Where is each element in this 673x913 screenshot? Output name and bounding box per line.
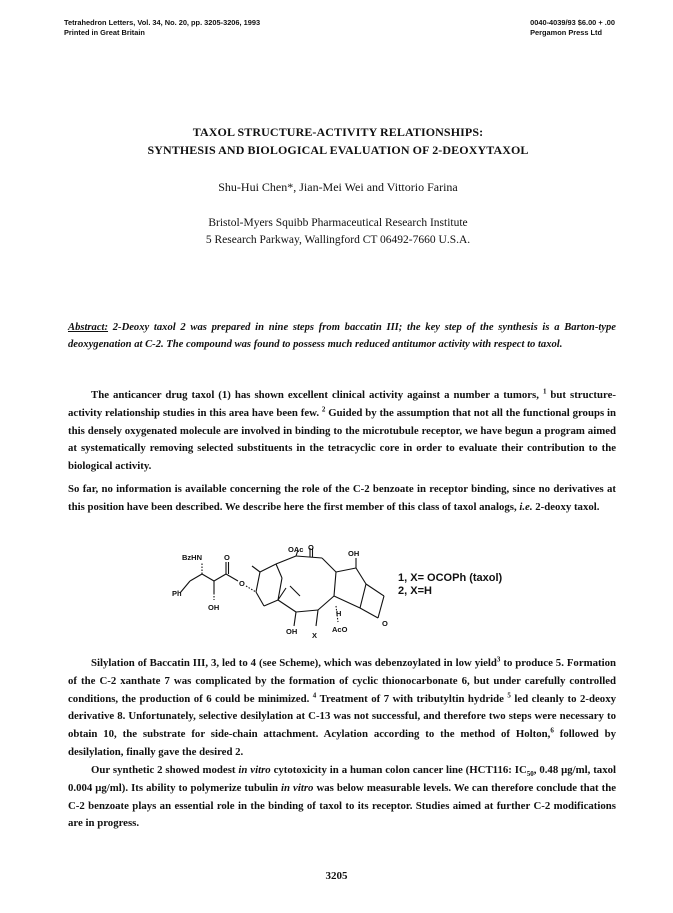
paper-title-line-1: TAXOL STRUCTURE-ACTIVITY RELATIONSHIPS: [192,125,484,139]
journal-header [64,18,260,38]
compound-1-label: 1, X= OCOPh (taxol) [398,572,503,584]
abstract-text: 2-Deoxy taxol 2 was prepared in nine steps from baccatin III; the key step of the synthesis is a Barton-type deoxygenation at C-2. The compound was found to possess much reduced antitumor activity with respect to taxol. [68,322,616,350]
label-bzhn: BzHN [182,553,202,562]
label-carbonyl-o: O [224,553,230,562]
label-oac: OAc [288,545,304,554]
compound-legend [398,572,502,598]
compound-2-label: 2, X=H [398,585,432,597]
journal-citation: Tetrahedron Letters, Vol. 34, No. 20, pp. 3205-3206, 1993 [64,18,261,27]
abstract [68,320,616,353]
paragraph-objective [68,481,616,517]
synthesis-text-b: to produce 5. Formation of the C-2 xanthate 7 was complicated by the formation of cyclic thionocarbonate 6, but under carefully controlled conditions, the production of 6 could be minimized. [68,657,617,705]
ic50-subscript: 50 [526,770,534,779]
label-aco: AcO [332,625,348,634]
label-x-substituent: X [312,631,318,640]
objective-text-a: So far, no information is available concerning the role of the C-2 benzoate in receptor binding, since no derivatives at this position have been described. We describe here the first member of this class of taxol analogs, [68,483,616,513]
biology-text-d: was below measurable levels. We can therefore conclude that the C-2 benzoate plays an essential role in the binding of taxol to its receptor. Studies aimed at further C-2 modifications are in progress. [68,781,616,830]
reference-1: 1 [542,387,547,396]
issn-price: 0040-4039/93 $6.00 + .00 [530,18,615,27]
ie-abbrev: i.e. [519,500,533,513]
taxol-structure-diagram [160,543,400,648]
affiliation-institute: Bristol-Myers Squibb Pharmaceutical Research Institute [208,217,468,229]
publisher-name: Pergamon Press Ltd [530,28,602,37]
label-c1-oh: OH [286,627,298,636]
objective-text-b: 2-deoxy taxol. [535,500,600,513]
label-oxetane-o: O [382,619,388,628]
in-vitro-term-2: in vitro [281,781,314,794]
label-h: H [336,609,342,618]
reference-5: 5 [507,691,511,699]
synthesis-text-e: followed by desilylation, finally gave the desired 2. [68,728,617,758]
intro-text-a: The anticancer drug taxol (1) has shown excellent clinical activity against a number a tumors, [91,389,539,401]
paragraph-introduction [68,387,616,476]
paper-title-line-2: SYNTHESIS AND BIOLOGICAL EVALUATION OF 2-DEOXYTAXOL [147,143,529,157]
label-ester-o: O [239,579,245,588]
intro-text-b: but structure-activity relationship studies in this area have been few. [68,389,616,419]
intro-text-c: Guided by the assumption that not all the functional groups in this densely oxygenated molecule are involved in binding to the microtubule receptor, we have begun a program aimed at systematically removing selected substituents in the tetracyclic core in order to evaluate their contribution to the biological activity. [68,406,616,473]
label-c7-oh: OH [348,549,360,558]
biology-text-a: Our synthetic 2 showed modest [91,764,236,776]
print-location: Printed in Great Britain [64,28,145,37]
paragraph-biology [68,762,616,833]
paragraph-synthesis [68,655,616,762]
synthesis-text-d: led cleanly to 2-deoxy derivative 8. Unfortunately, selective desilylation at C-13 was not successful, and therefore two steps were necessary to obtain 10, the substrate for side-chain attachment. Acylation according to the method of Holton, [68,692,617,741]
publisher-header [530,18,615,38]
reference-4: 4 [312,691,317,699]
reference-3: 3 [496,655,501,664]
label-side-oh: OH [208,603,220,612]
synthesis-text-c: Treatment of 7 with tributyltin hydride [319,692,504,705]
page-number: 3205 [325,870,348,882]
abstract-label: Abstract: [68,322,109,333]
label-ketone-o: O [308,543,314,552]
reference-6: 6 [550,726,554,735]
reference-2: 2 [321,405,326,414]
biology-text-c: , 0.48 μg/ml, taxol 0.004 μg/ml). Its ability to polymerize tubulin [68,764,616,794]
affiliation-address: 5 Research Parkway, Wallingford CT 06492-7660 U.S.A. [205,234,471,246]
label-ph: Ph [172,589,182,598]
in-vitro-term: in vitro [238,764,271,776]
synthesis-text-a: Silylation of Baccatin III, 3, led to 4 (see Scheme), which was debenzoylated in low yield [91,657,497,669]
biology-text-b: cytotoxicity in a human colon cancer line (HCT116: IC [273,764,527,776]
author-list: Shu-Hui Chen*, Jian-Mei Wei and Vittorio Farina [218,180,458,194]
